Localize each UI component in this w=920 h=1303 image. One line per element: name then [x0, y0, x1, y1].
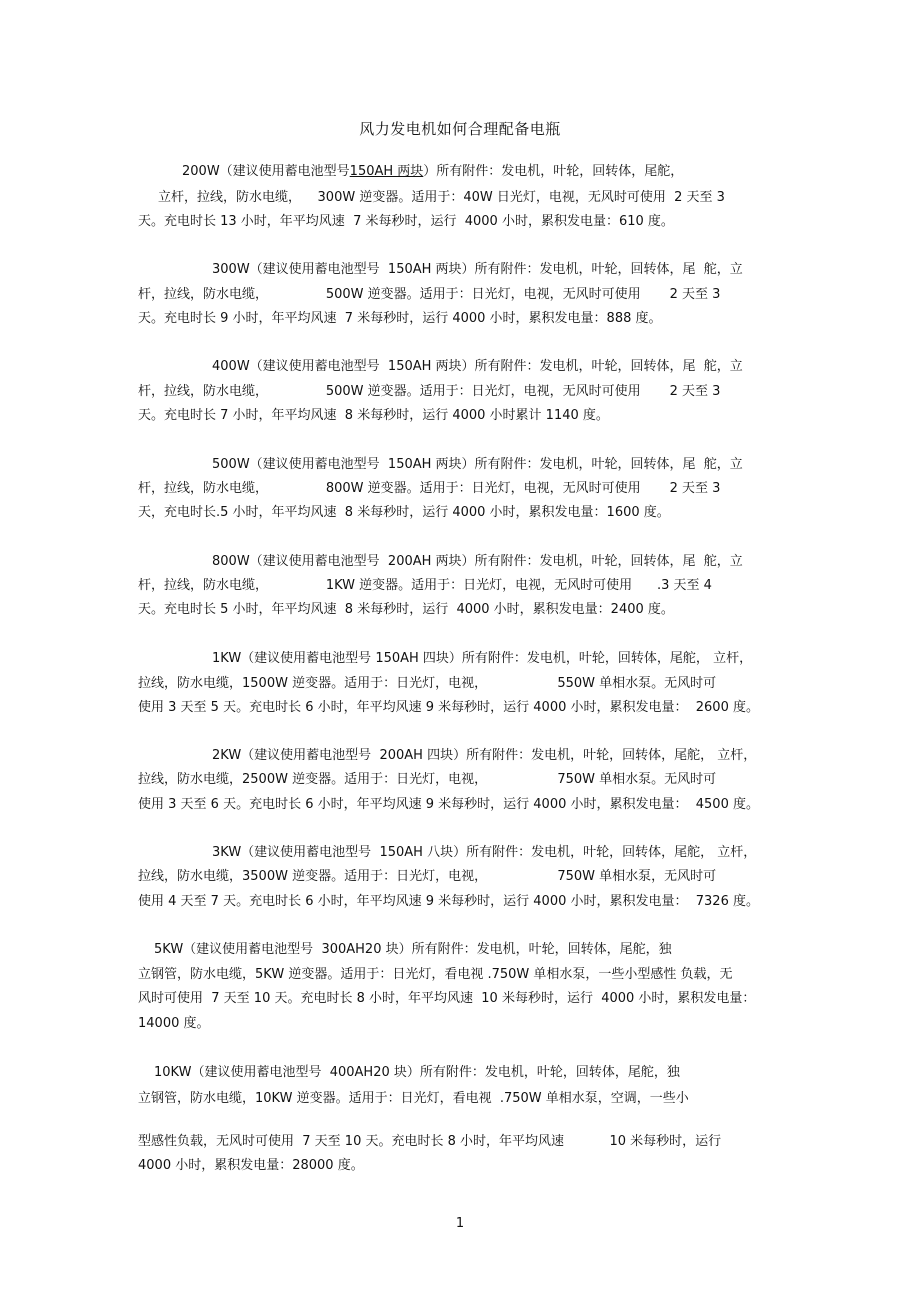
paragraph-line: 1KW（建议使用蓄电池型号 150AH 四块）所有附件：发电机，叶轮，回转体，尾舵， 立杆，	[212, 651, 753, 666]
paragraph-line: 800W（建议使用蓄电池型号 200AH 两块）所有附件：发电机，叶轮，回转体，尾 舵，立	[212, 554, 743, 569]
paragraph-line: 拉线，防水电缆，2500W 逆变器。适用于：日光灯，电视， 750W 单相水泵。无风时可	[138, 772, 717, 787]
battery-spec-underlined: 150AH 两块	[349, 164, 424, 179]
paragraph-line: 立钢管，防水电缆，10KW 逆变器。适用于：日光灯，看电视 .750W 单相水泵，空调，一些小	[138, 1091, 689, 1106]
paragraph-line: 天。充电时长 5 小时，年平均风速 8 米每秒时，运行 4000 小时，累积发电量：2400 度。	[138, 602, 674, 617]
paragraph-line: 风时可使用 7 天至 10 天。充电时长 8 小时，年平均风速 10 米每秒时，运行 4000 小时，累积发电量：	[138, 991, 756, 1006]
page-number: 1	[455, 1216, 465, 1231]
paragraph-line: 天。充电时长 7 小时，年平均风速 8 米每秒时，运行 4000 小时累计 1140 度。	[138, 408, 609, 423]
paragraph-line: 立杆，拉线，防水电缆， 300W 逆变器。适用于：40W 日光灯，电视，无风时可使用 2 天至 3	[158, 190, 725, 205]
paragraph-line: 使用 3 天至 5 天。充电时长 6 小时，年平均风速 9 米每秒时，运行 4000 小时，累积发电量： 2600 度。	[138, 700, 759, 715]
paragraph-line: 10KW（建议使用蓄电池型号 400AH20 块）所有附件：发电机，叶轮，回转体，尾舵，独	[154, 1065, 680, 1080]
paragraph-line: 使用 4 天至 7 天。充电时长 6 小时，年平均风速 9 米每秒时，运行 4000 小时，累积发电量： 7326 度。	[138, 894, 759, 909]
paragraph-line: 天，充电时长.5 小时，年平均风速 8 米每秒时，运行 4000 小时，累积发电量：1600 度。	[138, 505, 670, 520]
paragraph-line: 杆，拉线，防水电缆， 1KW 逆变器。适用于：日光灯，电视，无风时可使用 .3 天至 4	[138, 578, 712, 593]
paragraph-line: 300W（建议使用蓄电池型号 150AH 两块）所有附件：发电机，叶轮，回转体，尾 舵，立	[212, 262, 743, 277]
paragraph-line: 500W（建议使用蓄电池型号 150AH 两块）所有附件：发电机，叶轮，回转体，尾 舵，立	[212, 457, 743, 472]
paragraph-line: 杆，拉线，防水电缆， 800W 逆变器。适用于：日光灯，电视，无风时可使用 2 天至 3	[138, 481, 721, 496]
paragraph-line: 3KW（建议使用蓄电池型号 150AH 八块）所有附件：发电机，叶轮，回转体，尾舵， 立杆，	[212, 845, 757, 860]
paragraph-line: 400W（建议使用蓄电池型号 150AH 两块）所有附件：发电机，叶轮，回转体，尾 舵，立	[212, 359, 743, 374]
paragraph-line: 天。充电时长 13 小时，年平均风速 7 米每秒时，运行 4000 小时，累积发电量：610 度。	[138, 214, 674, 229]
paragraph-line: 200W（建议使用蓄电池型号150AH 两块）所有附件：发电机，叶轮，回转体，尾舵，	[182, 164, 684, 179]
paragraph-line: 拉线，防水电缆，3500W 逆变器。适用于：日光灯，电视， 750W 单相水泵，无风时可	[138, 869, 717, 884]
paragraph-line: 立钢管，防水电缆，5KW 逆变器。适用于：日光灯，看电视 .750W 单相水泵，一些小型感性 负载，无	[138, 967, 733, 982]
paragraph-line: 使用 3 天至 6 天。充电时长 6 小时，年平均风速 9 米每秒时，运行 4000 小时，累积发电量： 4500 度。	[138, 797, 759, 812]
paragraph-line: 型感性负载，无风时可使用 7 天至 10 天。充电时长 8 小时，年平均风速 10 米每秒时，运行	[138, 1134, 722, 1149]
paragraph-line: 2KW（建议使用蓄电池型号 200AH 四块）所有附件：发电机，叶轮，回转体，尾舵， 立杆，	[212, 748, 757, 763]
paragraph-line: 5KW（建议使用蓄电池型号 300AH20 块）所有附件：发电机，叶轮，回转体，尾舵，独	[154, 942, 672, 957]
paragraph-line: 杆，拉线，防水电缆， 500W 逆变器。适用于：日光灯，电视，无风时可使用 2 天至 3	[138, 384, 721, 399]
paragraph-line: 拉线，防水电缆，1500W 逆变器。适用于：日光灯，电视， 550W 单相水泵。无风时可	[138, 676, 717, 691]
paragraph-line: 14000 度。	[138, 1016, 210, 1031]
paragraph-line: 4000 小时，累积发电量：28000 度。	[138, 1158, 364, 1173]
document-title: 风力发电机如何合理配备电瓶	[359, 120, 561, 138]
paragraph-line: 天。充电时长 9 小时，年平均风速 7 米每秒时，运行 4000 小时，累积发电量：888 度。	[138, 311, 662, 326]
paragraph-line: 杆，拉线，防水电缆， 500W 逆变器。适用于：日光灯，电视，无风时可使用 2 天至 3	[138, 287, 721, 302]
